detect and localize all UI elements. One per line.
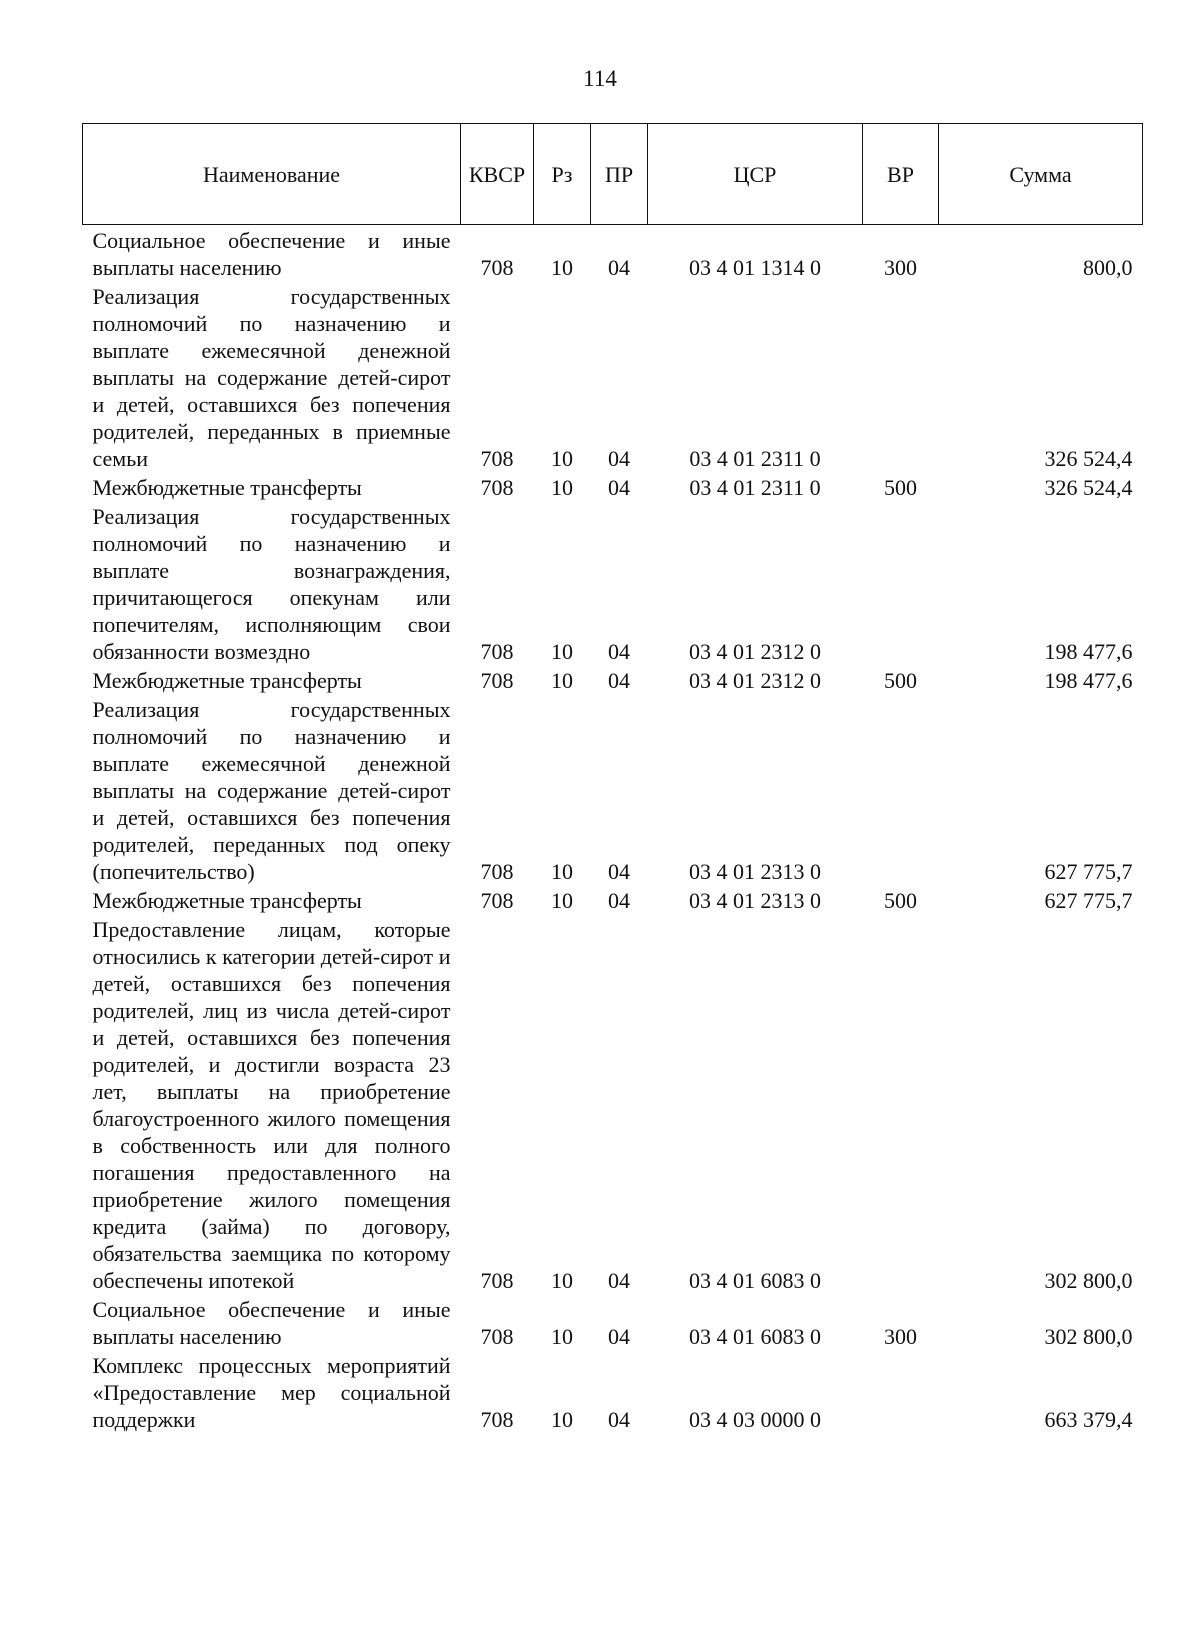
cell-pr: 04 (608, 859, 630, 884)
cell-name: Межбюджетные трансферты (92, 668, 362, 693)
table-row (83, 695, 1143, 886)
cell-rz: 10 (551, 859, 573, 884)
cell-pr: 04 (608, 668, 630, 693)
cell-pr: 04 (608, 1324, 630, 1349)
page-number: 114 (583, 66, 617, 91)
cell-csr: 03 4 01 2312 0 (689, 639, 821, 664)
cell-vr: 500 (884, 475, 917, 500)
cell-name: Предоставление лицам, которые относились к категории детей-сирот и детей, оставшихся без попечения родителей, лиц из числа детей-сирот и детей, оставшихся без попечения родителей, и достигли возраста 23 лет, выплаты на приобретение благоустроенного жилого помещения в собственность или для полного погашения предоставленного на приобретение жилого помещения кредита (займа) по договору, обязательства заемщика по которому обеспечены ипотекой (92, 917, 451, 1293)
cell-name: Социальное обеспечение и иные выплаты населению (92, 228, 451, 280)
cell-name: Межбюджетные трансферты (92, 475, 362, 500)
table-row (83, 915, 1143, 1295)
cell-rz: 10 (551, 446, 573, 471)
cell-rz: 10 (551, 475, 573, 500)
cell-sum: 627 775,7 (1044, 888, 1133, 913)
table-row (83, 666, 1143, 695)
cell-kvsr: 708 (480, 475, 514, 500)
cell-csr: 03 4 01 6083 0 (689, 1268, 821, 1293)
cell-sum: 326 524,4 (1044, 446, 1133, 471)
cell-rz: 10 (551, 1268, 573, 1293)
cell-vr (863, 695, 939, 886)
cell-rz: 10 (551, 668, 573, 693)
cell-rz: 10 (551, 639, 573, 664)
cell-csr: 03 4 01 2311 0 (689, 446, 821, 471)
cell-kvsr: 708 (480, 1268, 514, 1293)
cell-vr: 300 (884, 1324, 917, 1349)
cell-name: Межбюджетные трансферты (92, 888, 362, 913)
cell-sum: 326 524,4 (1044, 475, 1133, 500)
table-row (83, 473, 1143, 502)
cell-pr: 04 (608, 639, 630, 664)
cell-rz: 10 (551, 1407, 573, 1432)
cell-csr: 03 4 03 0000 0 (689, 1407, 821, 1432)
cell-vr (863, 282, 939, 473)
cell-csr: 03 4 01 2312 0 (689, 668, 821, 693)
header-pr: ПР (591, 124, 648, 225)
cell-rz: 10 (551, 1324, 573, 1349)
cell-pr: 04 (608, 446, 630, 471)
cell-kvsr: 708 (480, 1324, 514, 1349)
cell-name: Реализация государственных полномочий по назначению и выплате ежемесячной денежной выплаты на содержание детей-сирот и детей, оставшихся без попечения родителей, переданных в приемные семьи (92, 284, 451, 471)
cell-name: Социальное обеспечение и иные выплаты населению (92, 1297, 451, 1349)
cell-name: Реализация государственных полномочий по назначению и выплате ежемесячной денежной выплаты на содержание детей-сирот и детей, оставшихся без попечения родителей, переданных под опеку (попечительство) (92, 697, 451, 884)
header-rz: Рз (534, 124, 591, 225)
budget-table (82, 123, 1143, 1434)
cell-csr: 03 4 01 2313 0 (689, 859, 821, 884)
cell-pr: 04 (608, 475, 630, 500)
cell-name: Реализация государственных полномочий по назначению и выплате вознаграждения, причитающегося опекунам или попечителям, исполняющим свои обязанности возмездно (92, 504, 451, 664)
table-row (83, 225, 1143, 283)
cell-kvsr: 708 (480, 668, 514, 693)
table-row (83, 1351, 1143, 1434)
cell-vr: 500 (884, 888, 917, 913)
table-row (83, 282, 1143, 473)
cell-sum: 627 775,7 (1044, 859, 1133, 884)
cell-csr: 03 4 01 1314 0 (689, 255, 821, 280)
table-row (83, 502, 1143, 666)
header-name: Наименование (83, 124, 461, 225)
cell-rz: 10 (551, 888, 573, 913)
cell-kvsr: 708 (480, 639, 514, 664)
cell-pr: 04 (608, 1407, 630, 1432)
header-vr: ВР (863, 124, 939, 225)
cell-sum: 198 477,6 (1044, 668, 1133, 693)
cell-sum: 663 379,4 (1044, 1407, 1133, 1432)
cell-vr (863, 502, 939, 666)
table-row (83, 886, 1143, 915)
table-body (83, 225, 1143, 1435)
cell-pr: 04 (608, 255, 630, 280)
table-row (83, 1295, 1143, 1351)
header-sum: Сумма (939, 124, 1143, 225)
cell-sum: 198 477,6 (1044, 639, 1133, 664)
cell-kvsr: 708 (480, 888, 514, 913)
cell-kvsr: 708 (480, 1407, 514, 1432)
cell-pr: 04 (608, 1268, 630, 1293)
cell-csr: 03 4 01 6083 0 (689, 1324, 821, 1349)
table-header (83, 124, 1143, 225)
cell-vr: 300 (884, 255, 917, 280)
cell-sum: 302 800,0 (1044, 1324, 1133, 1349)
cell-sum: 302 800,0 (1044, 1268, 1133, 1293)
cell-vr (863, 915, 939, 1295)
cell-rz: 10 (551, 255, 573, 280)
header-kvsr: КВСР (461, 124, 534, 225)
cell-name: Комплекс процессных мероприятий «Предоставление мер социальной поддержки (92, 1353, 451, 1432)
cell-kvsr: 708 (480, 859, 514, 884)
cell-vr (863, 1351, 939, 1434)
cell-csr: 03 4 01 2313 0 (689, 888, 821, 913)
cell-pr: 04 (608, 888, 630, 913)
cell-kvsr: 708 (480, 255, 514, 280)
cell-vr: 500 (884, 668, 917, 693)
cell-sum: 800,0 (1083, 255, 1133, 280)
cell-kvsr: 708 (480, 446, 514, 471)
header-csr: ЦСР (648, 124, 863, 225)
cell-csr: 03 4 01 2311 0 (689, 475, 821, 500)
